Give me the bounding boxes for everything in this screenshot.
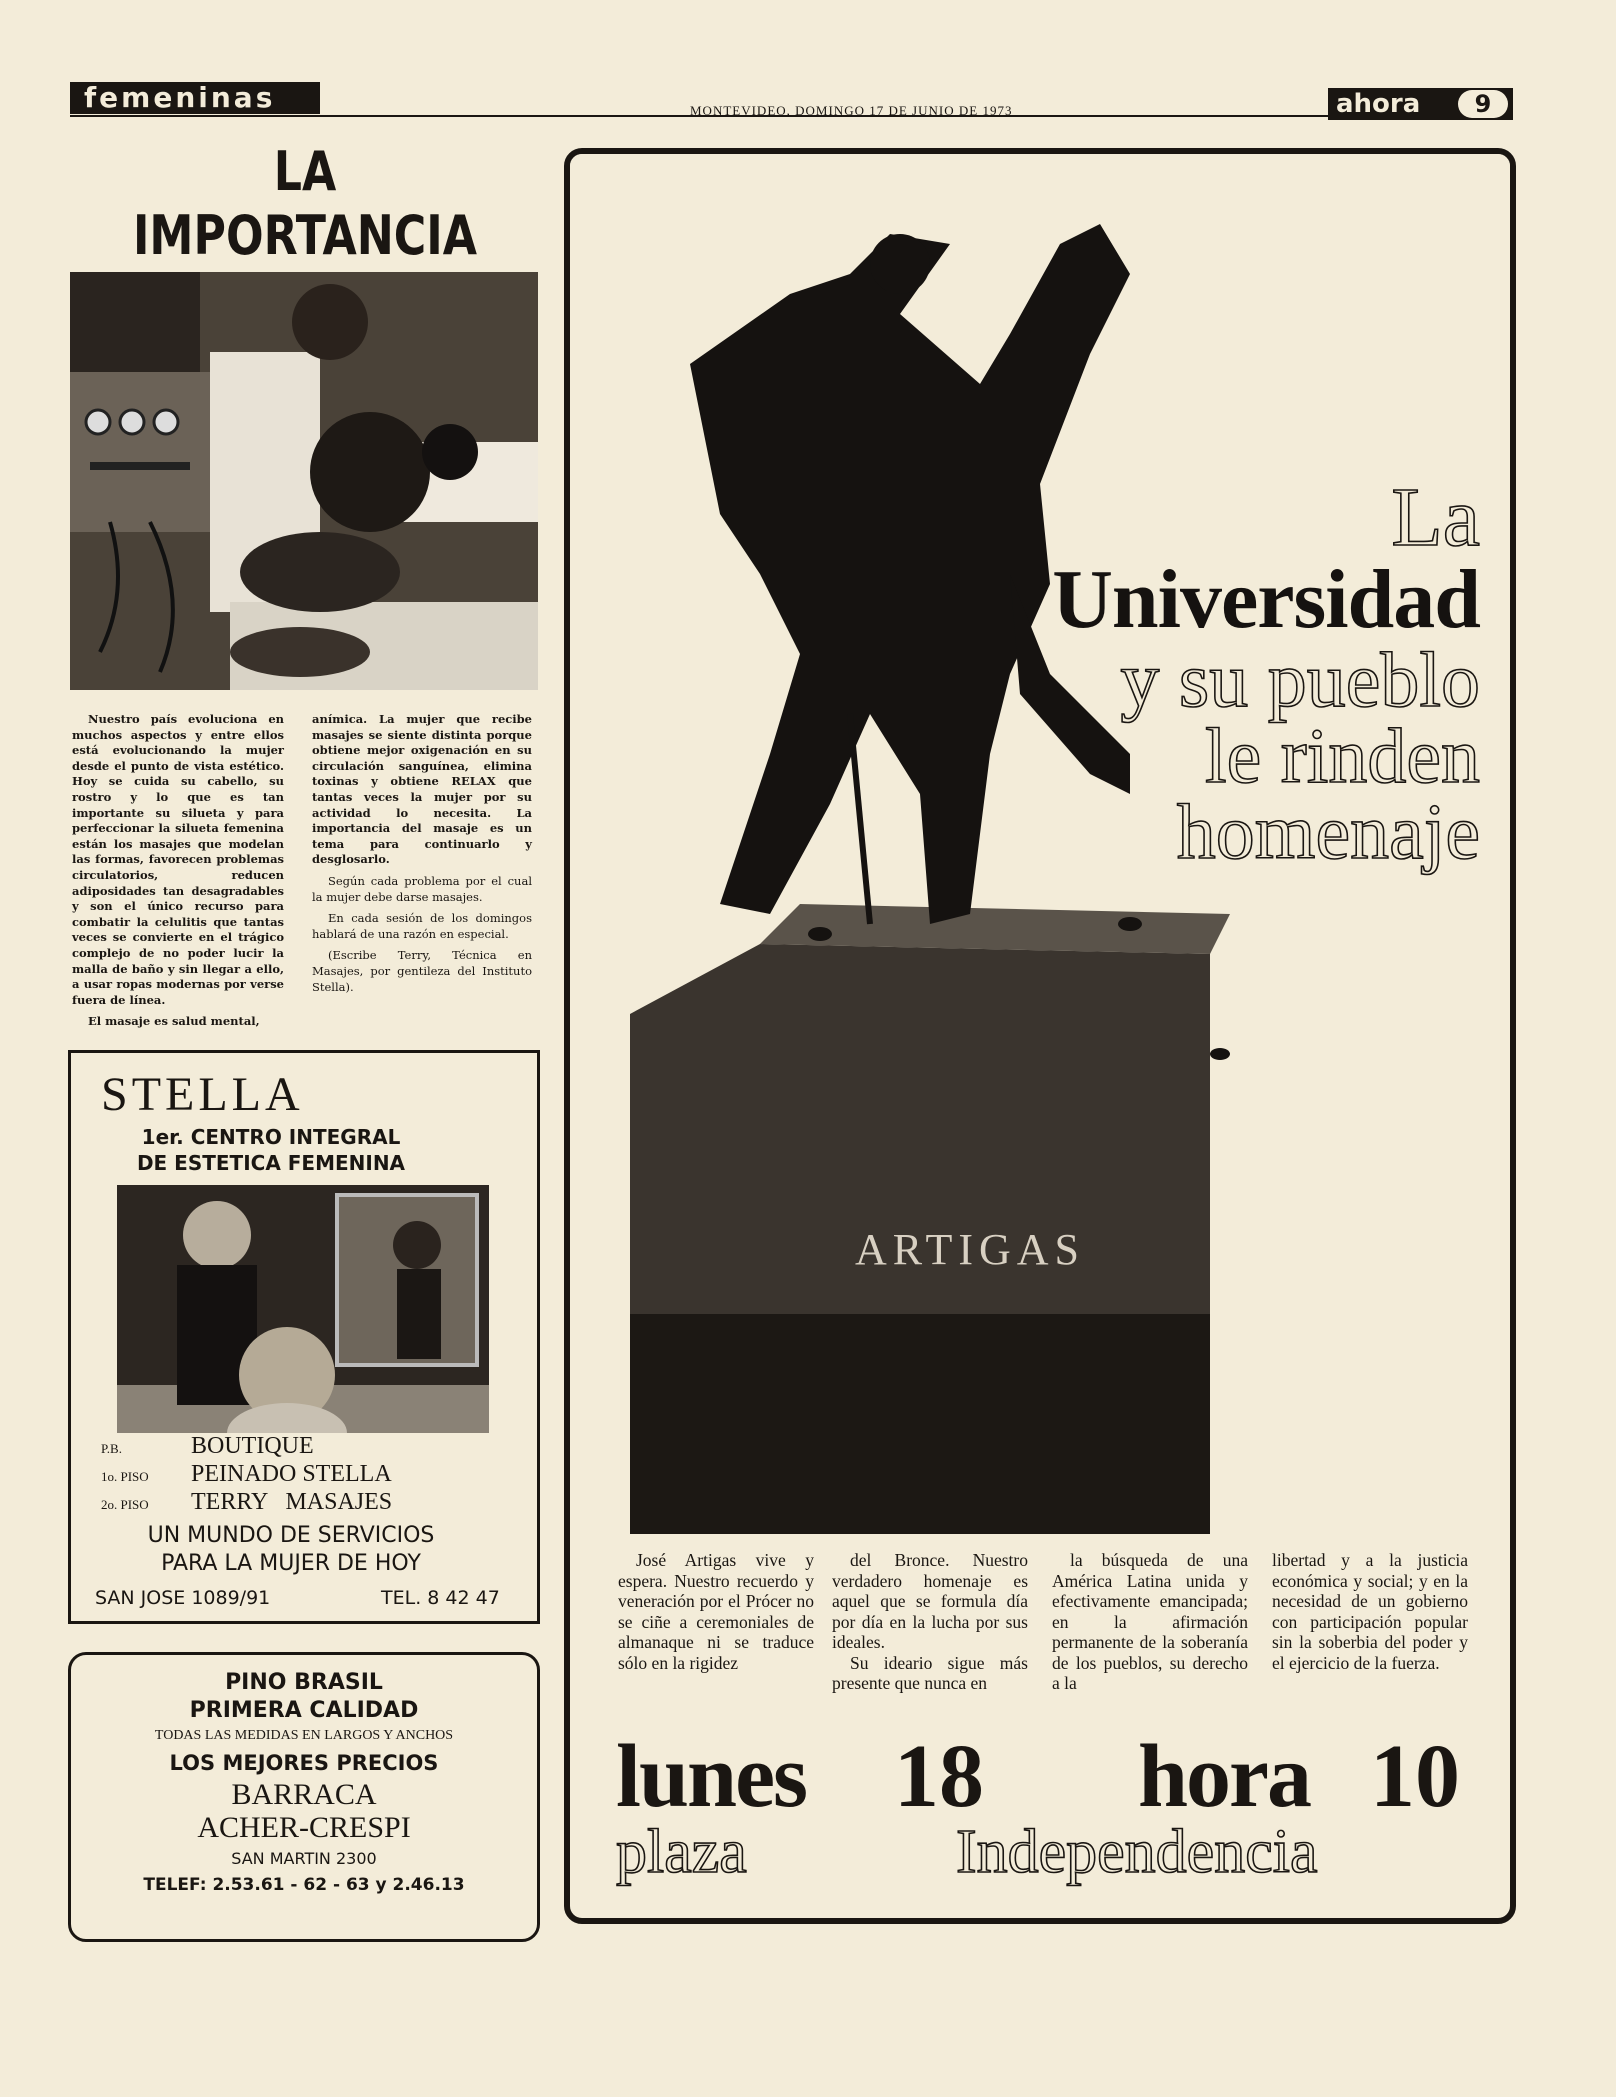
massage-photo [70,272,538,690]
ad-column-1 [618,1550,814,1673]
ad-column-2 [832,1550,1028,1694]
ad-title-la: La [1391,471,1480,564]
stella-tagline-2: PARA LA MUJER DE HOY [161,1551,421,1576]
ad-title-line-3: y su pueblo [1120,636,1480,723]
article-paragraph: El masaje es salud mental, [88,1014,260,1029]
section-tag: femeninas [70,82,320,114]
event-date: 18 [894,1727,984,1826]
pino-line-3: TODAS LAS MEDIDAS EN LARGOS Y ANCHOS [154,1728,454,1743]
massage-scene-illustration [70,272,538,690]
article-column-1 [72,712,284,1030]
ad-paragraph: libertad y a la justicia económica y social; y en la necesidad de un gobierno con participación popular sin la soberbia del poder y el ejercicio de la fuerza. [1272,1550,1468,1673]
stella-subtitle-1: 1er. CENTRO INTEGRAL [141,1125,401,1149]
event-hour-label: hora [1138,1727,1310,1826]
event-day: lunes [616,1727,807,1826]
floor-row [101,1489,521,1517]
pino-line-7: SAN MARTIN 2300 [231,1849,377,1868]
ad-column-4 [1272,1550,1468,1673]
floor-label: 1o. PISO [101,1469,149,1484]
floor-service: PEINADO STELLA [191,1461,392,1487]
pino-line-4: LOS MEJORES PRECIOS [169,1751,439,1775]
university-ad [564,148,1516,1924]
floor-row [101,1461,521,1489]
ad-title-line-5: homenaje [1176,788,1480,875]
stella-address: SAN JOSE 1089/91 [95,1587,271,1609]
ad-title-universidad: Universidad [1052,553,1480,646]
article-paragraph: anímica. La mujer que recibe masajes se siente distinta porque obtiene mejor oxigenación en su circulación sanguínea, elimina toxinas y obtiene RELAX que tantas veces la mujer por su actividad lo necesita. La importancia del masaje es un tema para continuarlo y desglosarlo. [312,712,532,867]
floor-row [101,1433,521,1461]
stella-phone: TEL. 8 42 47 [381,1587,500,1609]
floor-label: 2o. PISO [101,1497,149,1512]
article-paragraph: En cada sesión de los domingos hablará de una razón en especial. [312,911,532,941]
stella-ad [68,1050,540,1624]
brand-logo: ahora [1328,88,1513,120]
pino-line-5: BARRACA [231,1778,377,1811]
ad-paragraph: la búsqueda de una América Latina unida y efectivamente emancipada; en la afirmación permanente de la soberanía de los pueblos, su derecho a la [1052,1550,1248,1693]
pino-line-2: PRIMERA CALIDAD [189,1698,419,1723]
dateline: MONTEVIDEO, DOMINGO 17 DE JUNIO DE 1973 [690,103,1013,118]
event-place-2: Independencia [956,1818,1318,1886]
article-paragraph: Según cada problema por el cual la mujer debe darse masajes. [312,873,532,904]
salon-scene-illustration [117,1185,489,1433]
stella-floor-list [101,1433,521,1517]
salon-photo [117,1185,489,1433]
stella-name: STELLA [101,1068,304,1121]
ad-column-3 [1052,1550,1248,1694]
ad-paragraph: del Bronce. Nuestro verdadero homenaje es aquel que se formula día por día en la lucha por sus ideales. [832,1550,1028,1652]
pino-line-1: PINO BRASIL [225,1670,383,1695]
event-hour: 10 [1370,1727,1460,1826]
stella-tagline-1: UN MUNDO DE SERVICIOS [147,1523,435,1548]
pino-line-8: TELEF: 2.53.61 - 62 - 63 y 2.46.13 [143,1875,465,1895]
monument-inscription: ARTIGAS [854,1225,1086,1274]
event-place-1: plaza [616,1818,747,1886]
article-column-2 [312,712,532,995]
headline-line-1: LA IMPORTANCIA [132,140,478,267]
floor-service: BOUTIQUE [191,1433,314,1459]
article-paragraph: Nuestro país evoluciona en muchos aspectos y entre ellos está evolucionando la mujer desde el punto de vista estético. Hoy se cuida su cabello, su rostro y lo que es tan importante su silueta y para perfeccionar la silueta femenina están los masajes que modelan las formas, favorecen problemas circulatorios, reducen adiposidades tan desagradables y son el único recurso para combatir la celulitis que tantas veces se convierte en el trágico complejo de no poder lucir la malla de baño y sin llegar a ello, a usar ropas modernas por verse fuera de línea. [72,712,284,1007]
pino-line-6: ACHER-CRESPI [197,1811,411,1844]
ad-title-line-4: le rinden [1204,712,1480,799]
stella-subtitle-2: DE ESTETICA FEMENINA [136,1151,406,1175]
page-number: 9 [1458,90,1508,118]
pino-ad [68,1652,540,1942]
ad-paragraph: José Artigas vive y espera. Nuestro recuerdo y veneración por el Prócer no se ciñe a ceremoniales de almanaque ni se traduce sólo en la rigidez [618,1550,814,1673]
article-paragraph: (Escribe Terry, Técnica en Masajes, por gentileza del Instituto Stella). [312,948,532,994]
floor-label: P.B. [101,1441,122,1456]
floor-service: TERRY MASAJES [191,1489,393,1515]
ad-paragraph: Su ideario sigue más presente que nunca en [832,1652,1028,1693]
